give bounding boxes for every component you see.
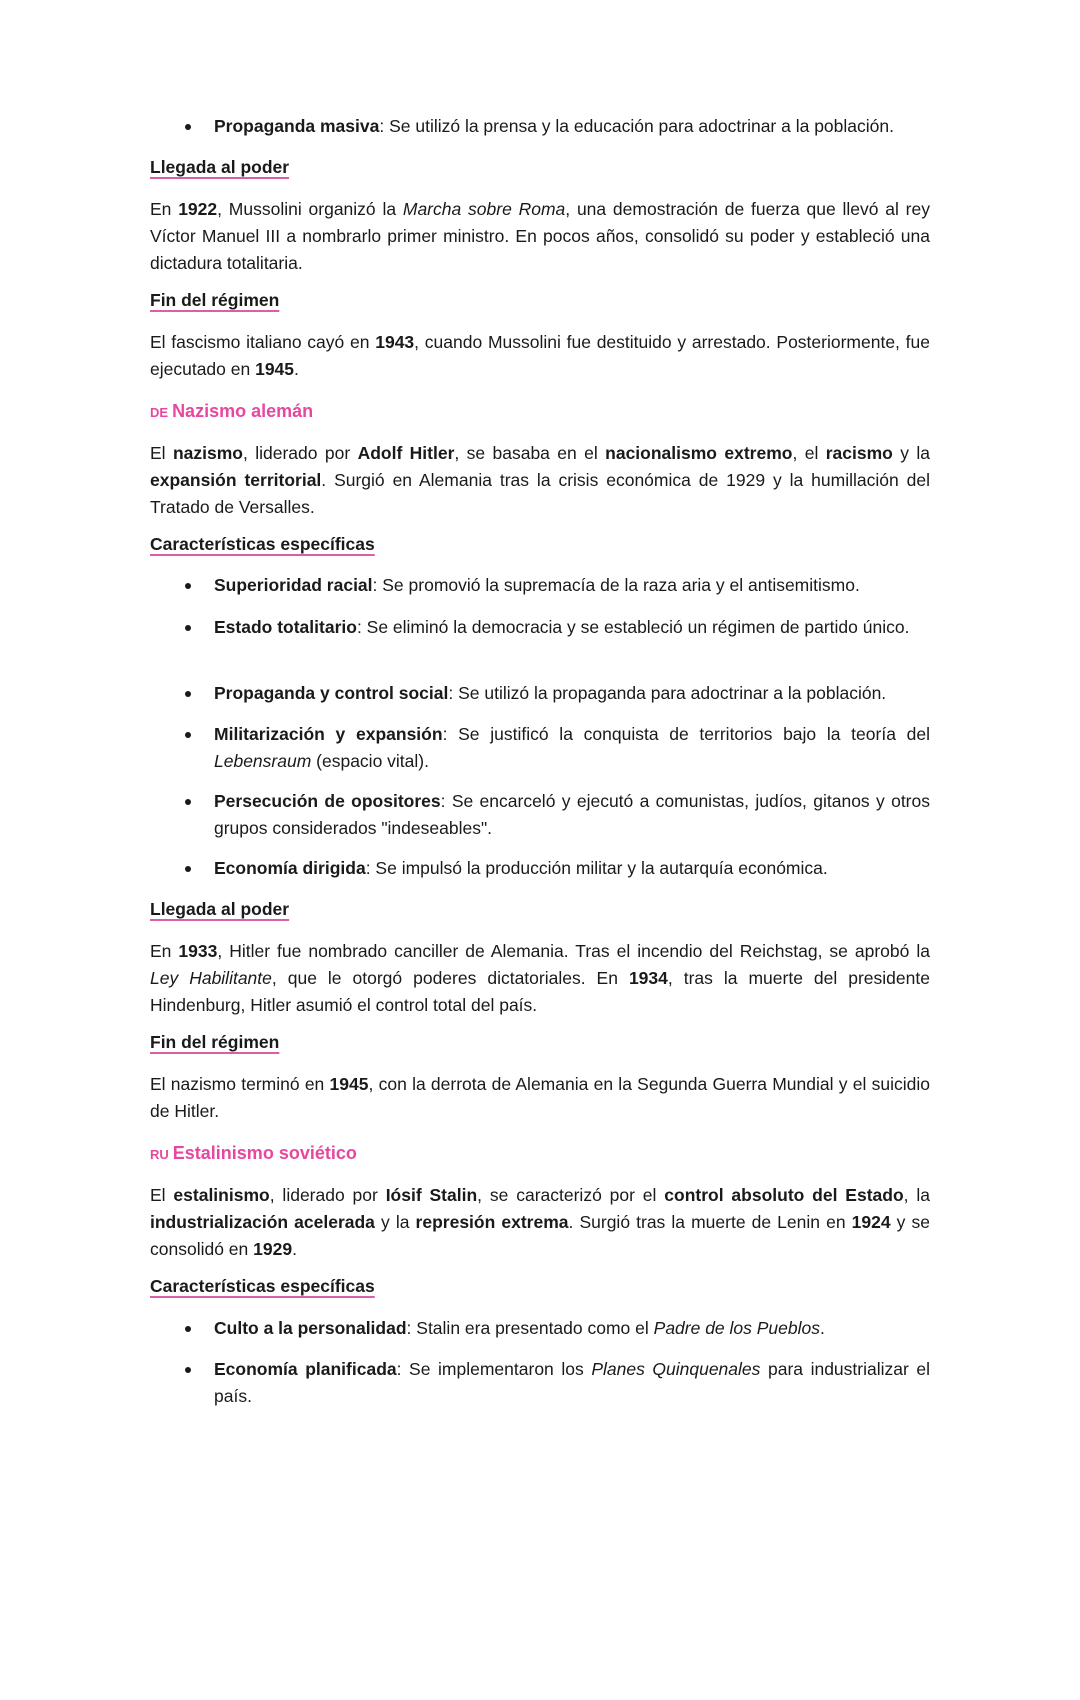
- section-title-estalinismo: RU Estalinismo soviético: [150, 1143, 357, 1163]
- bullet-list-nazismo: [150, 855, 930, 882]
- bullet-list-nazismo: [150, 572, 930, 599]
- paragraph-fin-nazismo: El nazismo terminó en 1945, con la derrota de Alemania en la Segunda Guerra Mundial y el suicidio de Hitler.: [150, 1074, 930, 1121]
- list-item: Culto a la personalidad: Stalin era presentado como el Padre de los Pueblos.: [150, 1315, 930, 1342]
- list-item: Economía dirigida: Se impulsó la producción militar y la autarquía económica.: [150, 855, 930, 882]
- list-item: Persecución de opositores: Se encarceló y ejecutó a comunistas, judíos, gitanos y otros grupos considerados "indeseables".: [150, 788, 930, 842]
- subheading-caracteristicas-nazismo: Características específicas: [150, 534, 375, 554]
- section-title-nazismo: DE Nazismo alemán: [150, 401, 314, 421]
- subheading-llegada-nazismo: Llegada al poder: [150, 899, 290, 919]
- bullet-term: Propaganda masiva: [214, 116, 380, 136]
- bullet-list-nazismo: [150, 614, 930, 641]
- subheading-fin-nazismo: Fin del régimen: [150, 1032, 280, 1052]
- list-item: Estado totalitario: Se eliminó la democracia y se estableció un régimen de partido único.: [150, 614, 930, 641]
- subheading-llegada-italia: Llegada al poder: [150, 157, 290, 177]
- bullet-list-estalinismo: [150, 1315, 930, 1342]
- paragraph-intro-nazismo: El nazismo, liderado por Adolf Hitler, se basaba en el nacionalismo extremo, el racismo y la expansión territorial. Surgió en Alemania tras la crisis económica de 1929 y la humillación del Tratado de Versalles.: [150, 443, 930, 517]
- list-item: [150, 113, 930, 140]
- flag-ru-icon: RU: [150, 1147, 169, 1162]
- list-item: Superioridad racial: Se promovió la supremacía de la raza aria y el antisemitismo.: [150, 572, 930, 599]
- bullet-list-estalinismo: [150, 1356, 930, 1410]
- flag-de-icon: DE: [150, 405, 169, 420]
- bullet-text: : Se utilizó la prensa y la educación para adoctrinar a la población.: [379, 116, 894, 136]
- list-item: Militarización y expansión: Se justificó la conquista de territorios bajo la teoría del Lebensraum (espacio vital).: [150, 721, 930, 775]
- list-item: Propaganda y control social: Se utilizó la propaganda para adoctrinar a la población.: [150, 680, 930, 707]
- bullet-list-nazismo: [150, 721, 930, 775]
- subheading-fin-italia: Fin del régimen: [150, 290, 280, 310]
- paragraph-intro-estalinismo: El estalinismo, liderado por Iósif Stalin, se caracterizó por el control absoluto del Estado, la industrialización acelerada y la represión extrema. Surgió tras la muerte de Lenin en 1924 y se consolidó en 1929.: [150, 1185, 931, 1259]
- subheading-caracteristicas-estalinismo: Características específicas: [150, 1276, 375, 1296]
- bullet-list-nazismo: [150, 788, 930, 842]
- bullet-list-fascism: [150, 113, 930, 140]
- bullet-list-nazismo: [150, 680, 930, 707]
- paragraph-fin-italia: El fascismo italiano cayó en 1943, cuando Mussolini fue destituido y arrestado. Posteriormente, fue ejecutado en 1945.: [150, 332, 930, 379]
- paragraph-llegada-italia: En 1922, Mussolini organizó la Marcha sobre Roma, una demostración de fuerza que llevó al rey Víctor Manuel III a nombrarlo primer ministro. En pocos años, consolidó su poder y estableció una dictadura totalitaria.: [150, 199, 930, 273]
- list-item: Economía planificada: Se implementaron los Planes Quinquenales para industrializar el país.: [150, 1356, 930, 1410]
- paragraph-llegada-nazismo: En 1933, Hitler fue nombrado canciller de Alemania. Tras el incendio del Reichstag, se aprobó la Ley Habilitante, que le otorgó poderes dictatoriales. En 1934, tras la muerte del presidente Hindenburg, Hitler asumió el control total del país.: [150, 941, 930, 1015]
